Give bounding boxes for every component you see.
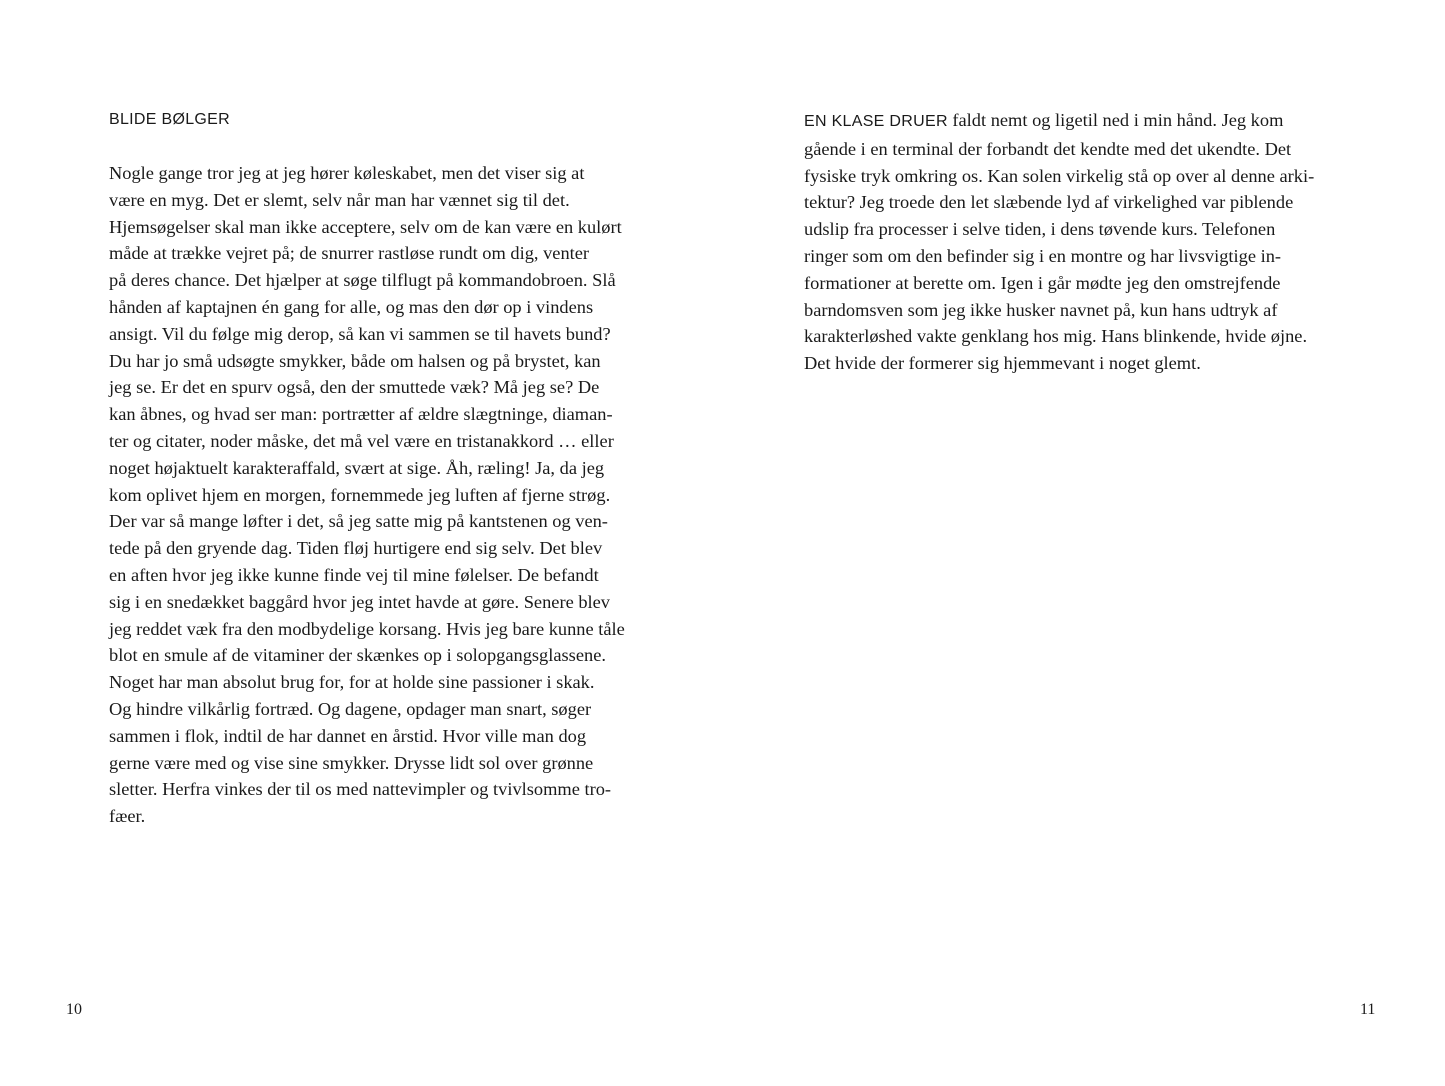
text-line: Der var så mange løfter i det, så jeg satte mig på kantstenen og ven- xyxy=(109,511,608,532)
text-line: udslip fra processer i selve tiden, i dens tøvende kurs. Telefonen xyxy=(804,219,1276,240)
lead-in-title: EN KLASE DRUER xyxy=(804,113,948,130)
text-line: en aften hvor jeg ikke kunne finde vej til mine følelser. De befandt xyxy=(109,564,599,585)
first-line-text: faldt nemt og ligetil ned i min hånd. Jeg kom xyxy=(947,110,1284,130)
text-line: hånden af kaptajnen én gang for alle, og mas den dør op i vindens xyxy=(109,296,594,317)
text-line: på deres chance. Det hjælper at søge tilflugt på kommandobroen. Slå xyxy=(109,270,616,291)
prose-body xyxy=(804,107,1344,377)
text-line: karakterløshed vakte genklang hos mig. Hans blinkende, hvide øjne. xyxy=(804,326,1308,347)
right-page xyxy=(722,0,1445,1086)
text-line: Og hindre vilkårlig fortræd. Og dagene, opdager man snart, søger xyxy=(109,698,592,719)
text-line: ansigt. Vil du følge mig derop, så kan vi sammen se til havets bund? xyxy=(109,323,611,344)
poem-title: BLIDE BØLGER xyxy=(109,111,230,128)
text-line: barndomsven som jeg ikke husker navnet på, kun hans udtryk af xyxy=(804,299,1278,320)
text-line: Hjemsøgelser skal man ikke acceptere, selv om de kan være en kulørt xyxy=(109,216,622,237)
page-number-left: 10 xyxy=(66,1001,82,1018)
text-line: formationer at berette om. Igen i går mødte jeg den omstrejfende xyxy=(804,272,1281,293)
text-line: ringer som om den befinder sig i en montre og har livsvigtige in- xyxy=(804,245,1282,266)
text-line: kom oplivet hjem en morgen, fornemmede jeg luften af fjerne strøg. xyxy=(109,484,611,505)
text-line: noget højaktuelt karakteraffald, svært at sige. Åh, ræling! Ja, da jeg xyxy=(109,457,605,478)
poem-body xyxy=(109,160,649,830)
text-line: sletter. Herfra vinkes der til os med nattevimpler og tvivlsomme tro- xyxy=(109,779,612,800)
text-line: måde at trække vejret på; de snurrer rastløse rundt om dig, venter xyxy=(109,243,590,264)
text-line: jeg se. Er det en spurv også, den der smuttede væk? Må jeg se? De xyxy=(109,377,600,398)
text-line: Nogle gange tror jeg at jeg hører køleskabet, men det viser sig at xyxy=(109,163,585,183)
text-line: Det hvide der formerer sig hjemmevant i noget glemt. xyxy=(804,353,1201,374)
text-line: blot en smule af de vitaminer der skænkes op i solopgangsglassene. xyxy=(109,645,606,666)
text-line: gerne være med og vise sine smykker. Drysse lidt sol over grønne xyxy=(109,752,594,773)
text-line: tede på den gryende dag. Tiden fløj hurtigere end sig selv. Det blev xyxy=(109,538,603,559)
text-line: gående i en terminal der forbandt det kendte med det ukendte. Det xyxy=(804,138,1292,159)
text-line: Noget har man absolut brug for, for at holde sine passioner i skak. xyxy=(109,672,595,693)
text-line xyxy=(804,107,1344,136)
text-line: fysiske tryk omkring os. Kan solen virkelig stå op over al denne arki- xyxy=(804,165,1315,186)
text-line: kan åbnes, og hvad ser man: portrætter af ældre slægtninge, diaman- xyxy=(109,404,613,425)
text-line: tektur? Jeg troede den let slæbende lyd af virkelighed var piblende xyxy=(804,192,1294,213)
text-line: være en myg. Det er slemt, selv når man har vænnet sig til det. xyxy=(109,189,570,210)
left-page xyxy=(0,0,722,1086)
text-line: sammen i flok, indtil de har dannet en årstid. Hvor ville man dog xyxy=(109,725,587,746)
text-line: ter og citater, noder måske, det må vel være en tristanakkord … eller xyxy=(109,430,614,451)
text-line: Du har jo små udsøgte smykker, både om halsen og på brystet, kan xyxy=(109,350,601,371)
text-line: sig i en snedækket baggård hvor jeg intet havde at gøre. Senere blev xyxy=(109,591,610,612)
text-line: fæer. xyxy=(109,806,146,827)
text-line: jeg reddet væk fra den modbydelige korsang. Hvis jeg bare kunne tåle xyxy=(109,618,625,639)
page-number-right: 11 xyxy=(1360,1001,1376,1018)
